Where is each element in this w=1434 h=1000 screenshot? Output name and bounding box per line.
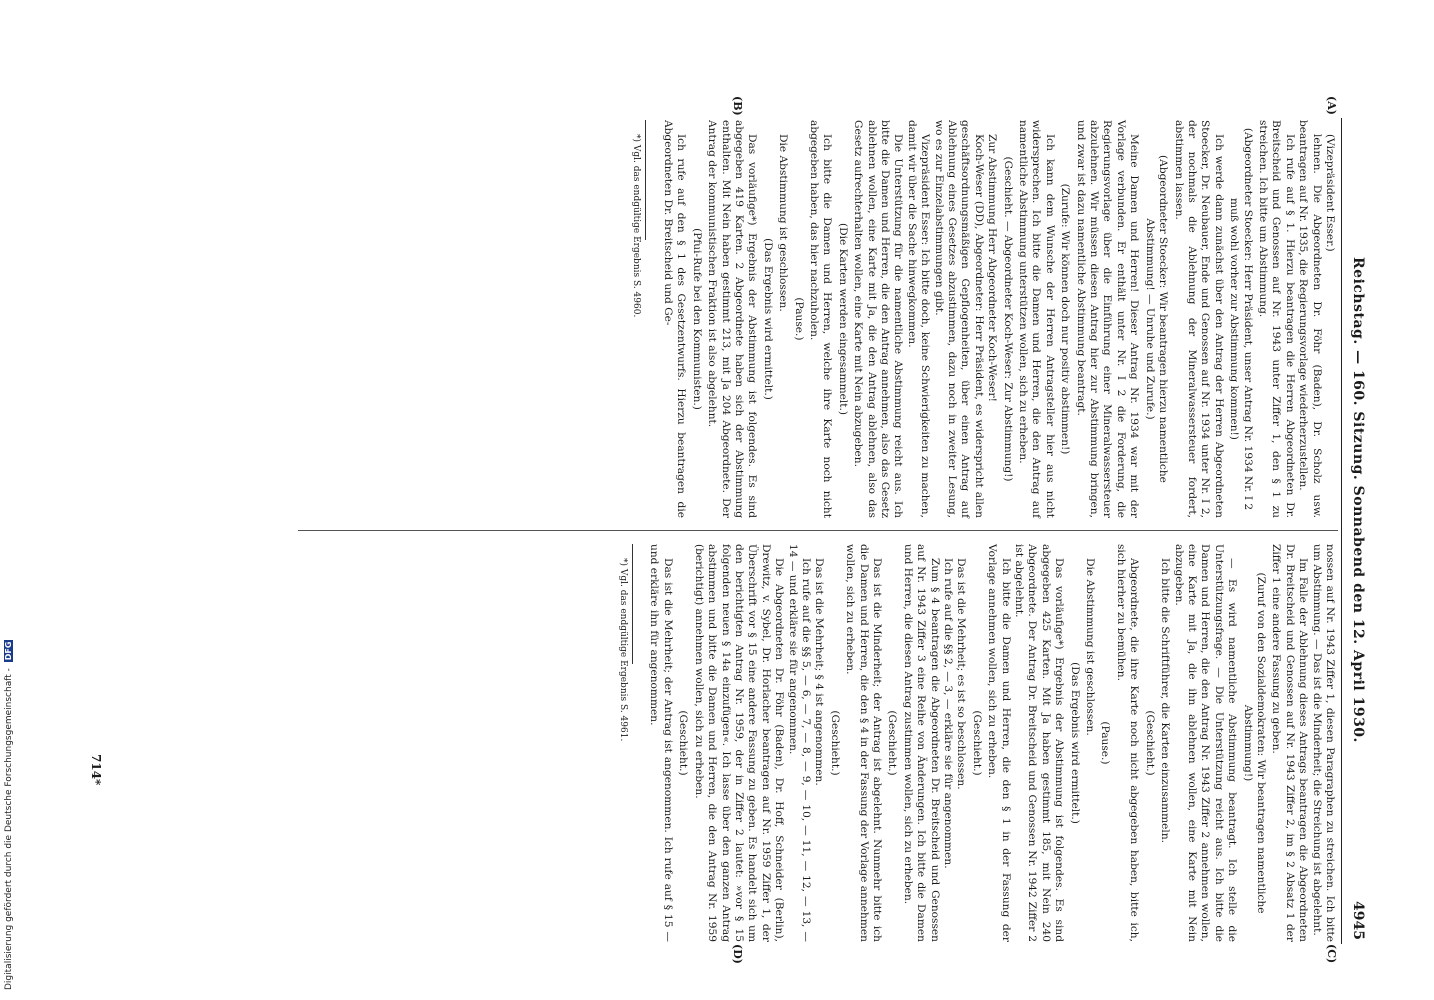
left-column (631, 120, 1337, 518)
stage-direction: (Pause.) (1099, 721, 1112, 765)
paragraph: Abgeordnete, die ihre Karte noch nicht abgegeben haben, bitte ich, sich hierher zu bemühen. (1114, 544, 1141, 942)
paragraph: Ich bitte die Schriftführer, die Karten einzusammeln. (1159, 558, 1172, 844)
stage-direction: (Geschieht.) (677, 710, 690, 776)
stage-direction: (Geschieht. — Abgeordneter Koch-Weser: Zur Abstimmung!) (1001, 156, 1014, 482)
paragraph: Zum § 4 beantragen die Abgeordneten Dr. Breitscheid und Genossen auf Nr. 1943 Ziffer 3 eine Reihe von Änderungen. Ich bitte die Damen und Herren, die diesen Antrag zustimmen wollen, sich zu erheben. (901, 544, 941, 942)
stage-direction: (Geschieht.) (828, 710, 841, 776)
digitization-note (4, 640, 14, 990)
paragraph: Die Abstimmung ist geschlossen. (1084, 558, 1097, 736)
paragraph: (Vizepräsident Esser.) (1324, 134, 1336, 252)
margin-mark-b: (B) (731, 96, 744, 116)
paragraph: lehnen. Die Abgeordneten Dr. Föhr (Baden), Dr. Scholz usw. beantragen auf Nr. 1935, die Regierungsvorlage wiederherzustellen. (1297, 120, 1323, 518)
paragraph: Ich werde dann zunächst über den Antrag der Herren Abgeordneten Stoecker, Dr. Neubauer, Ende und Genossen auf Nr. 1934 unter Nr. I 2, der nochmals die Ablehnung der Mineralwassersteuer fordert, abstimmen lassen. (1172, 120, 1225, 518)
page-header (1344, 0, 1364, 1000)
header-title: Reichstag. — 160. Sitzung. Sonnabend den 12. April 1930. (1350, 257, 1366, 743)
dfg-logo: DFG (4, 641, 13, 661)
paragraph: — Es wird namentliche Abstimmung beantragt. Ich stelle die Unterstützungsfrage. — Die Unterstützung reicht aus. Ich bitte die Damen und Herren, die den Antrag Nr. 1943 Ziffer 2 annehmen wollen, eine Karte mit Ja, die ihn ablehnen wollen, eine Karte mit Nein abzugeben. (1172, 544, 1239, 942)
stage-direction: (Das Ergebnis wird ermittelt.) (1068, 662, 1081, 824)
digitization-text: Digitalisierung gefördert durch die Deutsche Forschungsgemeinschaft - (4, 668, 14, 990)
stage-direction: (Das Ergebnis wird ermittelt.) (761, 238, 774, 400)
stage-direction: (Geschieht.) (1143, 710, 1156, 776)
paragraph: Meine Damen und Herren! Dieser Antrag Nr. 1934 war mit der Vorlage verbunden. Er enthält unter Nr. I 2 die Forderung, die Regierungsvorlage über die Einführung einer Mineralwassersteuer abzulehnen. Wir müssen diesen Antrag hier zur Abstimmung bringen, und zwar ist dazu namentliche Abstimmung beantragt. (1074, 120, 1141, 518)
footnote-rule (646, 120, 647, 240)
stage-direction: (Geschieht.) (970, 710, 983, 776)
footnote: *) Vgl. das endgültige Ergebnis S. 4960. (631, 134, 642, 318)
stage-direction: (Die Karten werden eingesammelt.) (836, 222, 849, 416)
paragraph: Zur Abstimmung Herr Abgeordneter Koch-Weser! (986, 134, 999, 402)
paragraph: Das ist die Mehrheit; es ist so beschlossen. (955, 558, 968, 790)
stage-direction: (Abgeordneter Stoecker: Wir beantragen hierzu namentliche Abstimmung! — Unruhe und Zurufe.) (1143, 155, 1170, 483)
header-rule (1341, 118, 1342, 944)
paragraph: Ich kann dem Wunsche der Herren Antragsteller hier aus nicht widersprechen. Ich bitte die Damen und Herren, die den Antrag auf namentliche Abstimmung unterstützen wollen, sich zu erheben. (1017, 120, 1056, 518)
paragraph: Ich rufe auf die §§ 5, — 6, — 7, — 8, — 9, — 10, — 11, — 12, — 13, — 14 — und erkläre sie für angenommen. (786, 544, 812, 942)
paragraph: Ich bitte die Damen und Herren, die den § 1 in der Fassung der Vorlage annehmen wollen, sich zu erheben. (986, 544, 1012, 942)
stage-direction: (Zurufe: Wir können doch nur positiv abstimmen!) (1059, 183, 1072, 455)
paragraph: Das ist die Mehrheit; § 4 ist angenommen. (813, 558, 826, 786)
stage-direction: (Pause.) (792, 297, 805, 341)
page-code: 714* (89, 754, 103, 786)
right-column (617, 544, 1336, 942)
paragraph: Das ist die Mehrheit; der Antrag ist angenommen. Ich rufe auf § 15 — und erkläre ihn für angenommen. (648, 544, 674, 942)
paragraph: Im Falle der Ablehnung dieses Antrags beantragen die Abgeordneten Dr. Breitscheid und Genossen auf Nr. 1943 Ziffer 2, im § 2 Absatz 1 der Ziffer 1 eine andere Fassung zu geben. (1270, 544, 1310, 942)
margin-mark-c: (C) (1325, 944, 1338, 964)
paragraph: Die Abstimmung ist geschlossen. (777, 134, 790, 312)
footnote-rule (632, 544, 633, 664)
stage-direction: (Zuruf von den Sozialdemokraten: Wir beantragen namentliche Abstimmung!) (1241, 572, 1267, 914)
paragraph: Koch-Weser (DD), Abgeordneter: Herr Präsident, es widerspricht allen geschäftsordnungsmäßigen Gepflogenheiten, über einen Antrag auf Ablehnung eines Gesetzes abzustimmen, dazu noch in zweiter Lesung, wo es zur Einzelabstimmungen gibt. (932, 120, 985, 518)
paragraph: Ich rufe auf § 1. Hierzu beantragen die Herren Abgeordneten Dr. Breitscheid und Genossen auf Nr. 1943 unter Ziffer 1, den § 1 zu streichen. Ich bitte um Abstimmung. (1256, 120, 1296, 518)
paragraph: Die Unterstützung für die namentliche Abstimmung reicht aus. Ich bitte die Damen und Herren, die den Antrag annehmen, also das Gesetz ablehnen wollen, eine Karte mit Ja, die den Antrag ablehnen, also das Gesetz aufrechterhalten wollen, eine Karte mit Nein abzugeben. (852, 120, 905, 518)
header-page-number: 4945 (1350, 901, 1366, 940)
paragraph: nossen auf Nr. 1943 Ziffer 1, diesen Paragraphen zu streichen. Ich bitte um Abstimmung. — Das ist die Minderheit; die Streichung ist abgelehnt. (1310, 544, 1336, 942)
margin-mark-a: (A) (1325, 96, 1338, 115)
paragraph: Vizepräsident Esser: Ich bitte doch, keine Schwierigkeiten zu machen, damit wir über die Sache hinwegkommen. (905, 120, 932, 518)
margin-mark-d: (D) (731, 944, 744, 964)
paragraph: Die Abgeordneten Dr. Föhr (Baden), Dr. Hoff, Schneider (Berlin), Drewitz, v. Sybel, Dr. Horlacher beantragen auf Nr. 1959 Ziffer 1, der Überschrift vor § 15 eine andere Fassung zu geben. Es handelt sich um den berichtigten Antrag Nr. 1959, der in Ziffer 2 lautet: »vor § 15 folgenden neuen § 14a einzufügen«. Ich lasse über den ganzen Antrag abstimmen und bitte die Damen und Herren, die den Antrag Nr. 1959 (berichtigt) annehmen wollen, sich zu erheben. (692, 544, 786, 942)
paragraph: Ich rufe auf die §§ 2, — 3, — erkläre sie für angenommen. (942, 558, 955, 869)
column-divider (298, 530, 1338, 531)
stage-direction: (Geschieht.) (886, 710, 899, 776)
paragraph: Ich bitte die Damen und Herren, welche ihre Karte noch nicht abgegeben haben, das hier nachzuholen. (807, 120, 834, 518)
footnote: *) Vgl. das endgültige Ergebnis S. 4961. (618, 558, 629, 742)
paragraph: Ich rufe auf den § 1 des Gesetzentwurfs. Hierzu beantragen die Abgeordneten Dr. Breitscheid und Ge- (661, 120, 688, 518)
paragraph: Das vorläufige*) Ergebnis der Abstimmung ist folgendes. Es sind abgegeben 419 Karten. 2 Abgeordnete haben sich der Abstimmung enthalten. Mit Nein haben gestimmt 213, mit Ja 204 Abgeordnete. Der Antrag der kommunistischen Fraktion ist also abgelehnt. (706, 120, 759, 518)
paragraph: Das ist die Minderheit; der Antrag ist abgelehnt. Nunmehr bitte ich die Damen und Herren, die den § 4 in der Fassung der Vorlage annehmen wollen, sich zu erheben. (844, 544, 883, 942)
paragraph: Das vorläufige*) Ergebnis der Abstimmung ist folgendes. Es sind abgegeben 425 Karten. Mit Ja haben gestimmt 185, mit Nein 240 Abgeordnete. Der Antrag Dr. Breitscheid und Genossen Nr. 1942 Ziffer 2 ist abgelehnt. (1013, 544, 1066, 942)
stage-direction: (Pfui-Rufe bei den Kommunisten.) (690, 228, 703, 410)
stage-direction: (Abgeordneter Stoecker: Herr Präsident, unser Antrag Nr. 1934 Nr. I 2 muß wohl vorher zur Abstimmung kommen!) (1228, 127, 1254, 511)
